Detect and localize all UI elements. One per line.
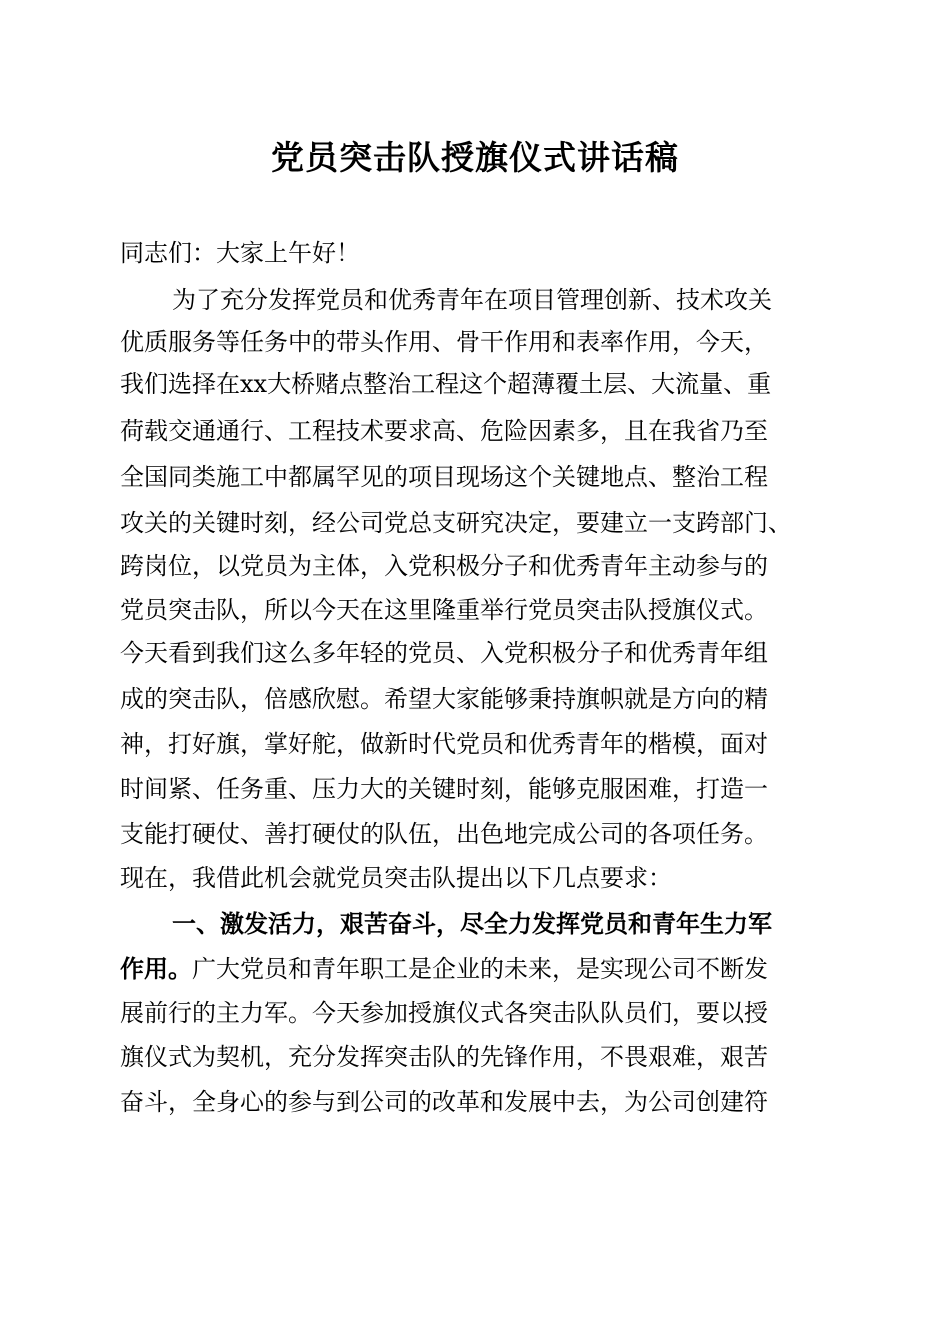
paragraph-line: 荷载交通通行、工程技术要求高、危险因素多，且在我省乃至	[120, 417, 768, 445]
section-heading-tail: 作用。	[120, 955, 192, 983]
paragraph-line: 党员突击队，所以今天在这里隆重举行党员突击队授旗仪式。	[120, 596, 768, 624]
paragraph-line: 优质服务等任务中的带头作用、骨干作用和表率作用，今天，	[120, 328, 768, 356]
paragraph-line: 全国同类施工中都属罕见的项目现场这个关键地点、整治工程	[120, 463, 768, 491]
paragraph-line: 我们选择在xx大桥赌点整治工程这个超薄覆土层、大流量、重	[120, 370, 772, 398]
paragraph-line: 成的突击队，倍感欣慰。希望大家能够秉持旗帜就是方向的精	[120, 685, 768, 713]
paragraph-line: 现在，我借此机会就党员突击队提出以下几点要求：	[120, 864, 672, 892]
paragraph-line: 神，打好旗，掌好舵，做新时代党员和优秀青年的楷模，面对	[120, 730, 768, 758]
salutation-line: 同志们：大家上午好！	[120, 239, 360, 267]
section-heading: 一、激发活力，艰苦奋斗，尽全力发挥党员和青年生力军	[172, 910, 772, 938]
paragraph-line: 跨岗位，以党员为主体，入党积极分子和优秀青年主动参与的	[120, 552, 768, 580]
paragraph-line: 时间紧、任务重、压力大的关键时刻，能够克服困难，打造一	[120, 775, 768, 803]
paragraph-line: 为了充分发挥党员和优秀青年在项目管理创新、技术攻关	[172, 286, 772, 314]
paragraph-line: 今天看到我们这么多年轻的党员、入党积极分子和优秀青年组	[120, 639, 768, 667]
paragraph-line: 奋斗，全身心的参与到公司的改革和发展中去，为公司创建符	[120, 1088, 768, 1116]
paragraph-line: 攻关的关键时刻，经公司党总支研究决定，要建立一支跨部门、	[120, 509, 792, 537]
paragraph-line: 旗仪式为契机，充分发挥突击队的先锋作用，不畏艰难，艰苦	[120, 1043, 768, 1071]
document-title: 党员突击队授旗仪式讲话稿	[271, 138, 679, 177]
paragraph-line: 支能打硬仗、善打硬仗的队伍，出色地完成公司的各项任务。	[120, 820, 768, 848]
section-heading-continuation	[120, 952, 768, 986]
paragraph-line: 展前行的主力军。今天参加授旗仪式各突击队队员们，要以授	[120, 999, 768, 1027]
section-body-start: 广大党员和青年职工是企业的未来，是实现公司不断发	[192, 955, 768, 983]
